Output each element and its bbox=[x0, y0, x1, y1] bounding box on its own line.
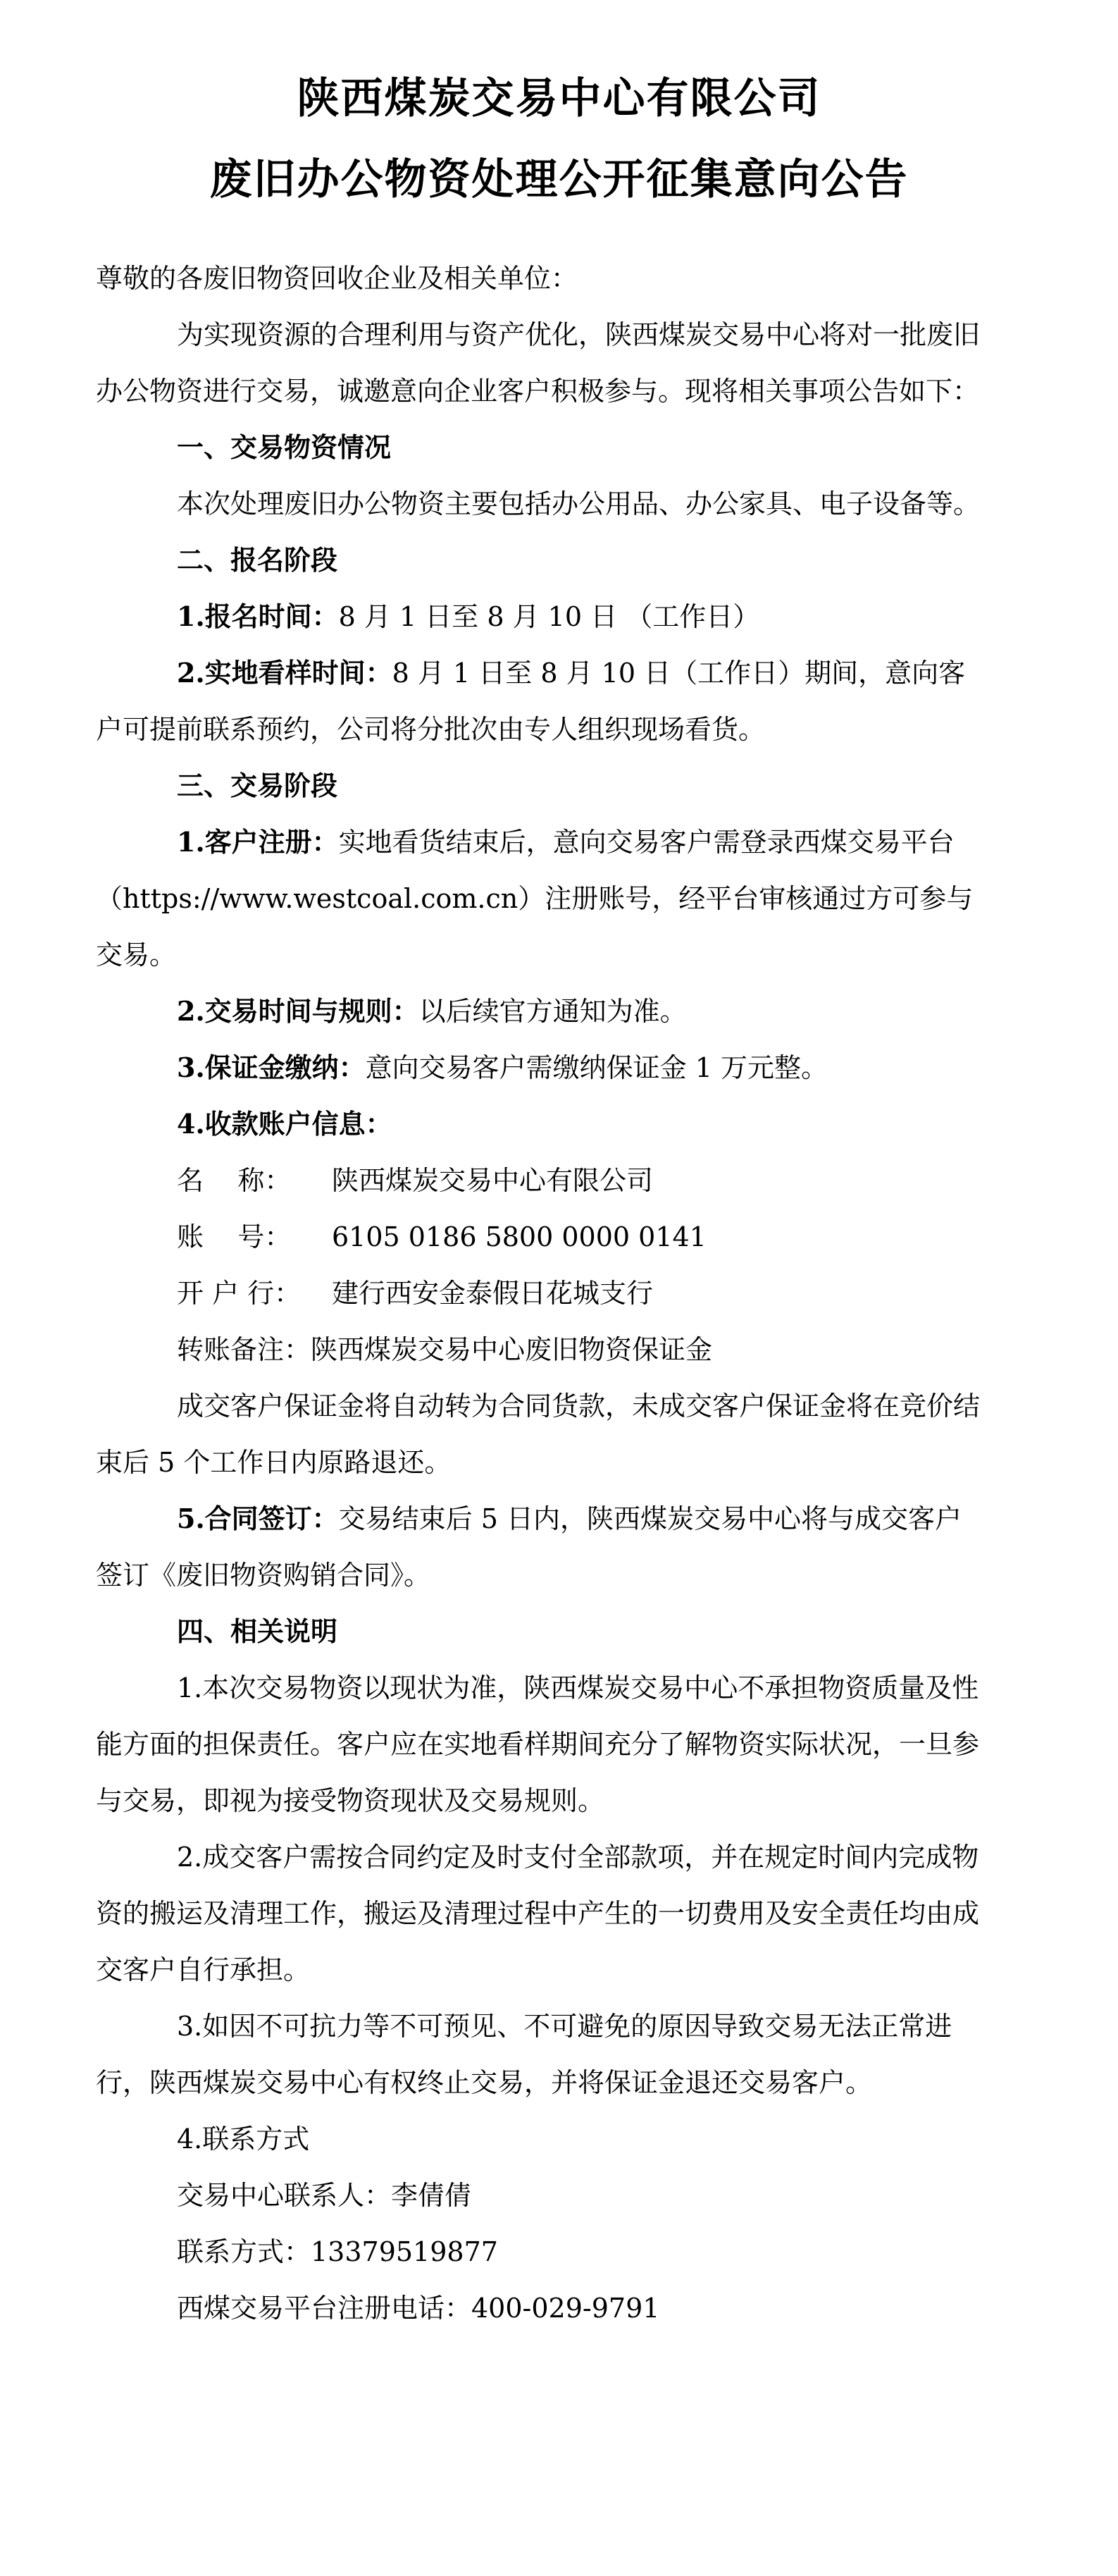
section3-item2 bbox=[96, 983, 983, 1040]
account-number-value: 6105 0186 5800 0000 0141 bbox=[332, 1221, 707, 1252]
contact-phone: 联系方式：13379519877 bbox=[177, 2236, 498, 2267]
section3-heading: 三、交易阶段 bbox=[177, 770, 338, 801]
salutation: 尊敬的各废旧物资回收企业及相关单位： bbox=[96, 263, 578, 294]
section3-item1 bbox=[96, 814, 983, 983]
section3-item2-text: 以后续官方通知为准。 bbox=[418, 996, 687, 1027]
document-body bbox=[96, 250, 983, 2336]
section3-item1-text: 实地看货结束后，意向交易客户需登录西煤交易平台（https://www.westcoal.com.cn）注册账号，经平台审核通过方可参与交易。 bbox=[96, 827, 974, 970]
account-bank-row bbox=[96, 1265, 983, 1321]
section4-heading: 四、相关说明 bbox=[177, 1616, 338, 1647]
account-remark-row bbox=[96, 1321, 983, 1378]
section3-item4-label: 4.收款账户信息： bbox=[177, 1108, 392, 1140]
account-bank-value: 建行西安金泰假日花城支行 bbox=[332, 1278, 654, 1309]
intro-paragraph: 为实现资源的合理利用与资产优化，陕西煤炭交易中心将对一批废旧办公物资进行交易，诚邀意向企业客户积极参与。现将相关事项公告如下： bbox=[96, 319, 981, 407]
section2-item1-text: 8 月 1 日至 8 月 10 日 （工作日） bbox=[338, 601, 760, 632]
section3-item3-text: 意向交易客户需缴纳保证金 1 万元整。 bbox=[365, 1052, 828, 1083]
section2-heading: 二、报名阶段 bbox=[177, 545, 338, 576]
account-bank-label: 开 户 行： bbox=[177, 1278, 302, 1309]
section2-item1 bbox=[96, 588, 983, 645]
section4-item1: 1.本次交易物资以现状为准，陕西煤炭交易中心不承担物资质量及性能方面的担保责任。客户应在实地看样期间充分了解物资实际状况，一旦参与交易，即视为接受物资现状及交易规则。 bbox=[96, 1672, 980, 1816]
platform-phone: 西煤交易平台注册电话：400-029-9791 bbox=[177, 2293, 660, 2324]
section1-heading: 一、交易物资情况 bbox=[177, 432, 392, 463]
section3-item5-text: 交易结束后 5 日内，陕西煤炭交易中心将与成交客户签订《废旧物资购销合同》。 bbox=[96, 1503, 962, 1591]
section3-item5-label: 5.合同签订： bbox=[177, 1503, 339, 1534]
account-remark-label: 转账备注： bbox=[177, 1334, 311, 1365]
account-name-row bbox=[96, 1152, 983, 1209]
section3-item1-label: 1.客户注册： bbox=[177, 826, 339, 858]
section2-item1-label: 1.报名时间： bbox=[177, 600, 339, 632]
contact-person: 交易中心联系人：李倩倩 bbox=[177, 2180, 472, 2211]
section3-item3 bbox=[96, 1040, 983, 1096]
section2-item2-text: 8 月 1 日至 8 月 10 日（工作日）期间，意向客户可提前联系预约，公司将分批次由专人组织现场看货。 bbox=[96, 658, 966, 745]
account-name-label: 名 称： bbox=[177, 1165, 292, 1196]
section3-item2-label: 2.交易时间与规则： bbox=[177, 995, 419, 1027]
section3-item3-label: 3.保证金缴纳： bbox=[177, 1052, 366, 1083]
section4-item3: 3.如因不可抗力等不可预见、不可避免的原因导致交易无法正常进行，陕西煤炭交易中心有权终止交易，并将保证金退还交易客户。 bbox=[96, 2011, 952, 2098]
section4-item4-heading: 4.联系方式 bbox=[177, 2124, 310, 2155]
deposit-note: 成交客户保证金将自动转为合同货款，未成交客户保证金将在竞价结束后 5 个工作日内原路退还。 bbox=[96, 1391, 981, 1478]
document-title-line1: 陕西煤炭交易中心有限公司 bbox=[297, 74, 821, 123]
account-number-label: 账 号： bbox=[177, 1221, 292, 1252]
section2-item2 bbox=[96, 645, 983, 758]
section4-item2: 2.成交客户需按合同约定及时支付全部款项，并在规定时间内完成物资的搬运及清理工作，搬运及清理过程中产生的一切费用及安全责任均由成交客户自行承担。 bbox=[96, 1842, 980, 1985]
section3-item5 bbox=[96, 1491, 983, 1603]
account-remark-value: 陕西煤炭交易中心废旧物资保证金 bbox=[311, 1334, 713, 1365]
section1-text: 本次处理废旧办公物资主要包括办公用品、办公家具、电子设备等。 bbox=[177, 488, 981, 519]
account-number-row bbox=[96, 1209, 983, 1265]
document-title-line2: 废旧办公物资处理公开征集意向公告 bbox=[209, 155, 909, 204]
account-name-value: 陕西煤炭交易中心有限公司 bbox=[332, 1165, 654, 1196]
section2-item2-label: 2.实地看样时间： bbox=[177, 657, 392, 689]
